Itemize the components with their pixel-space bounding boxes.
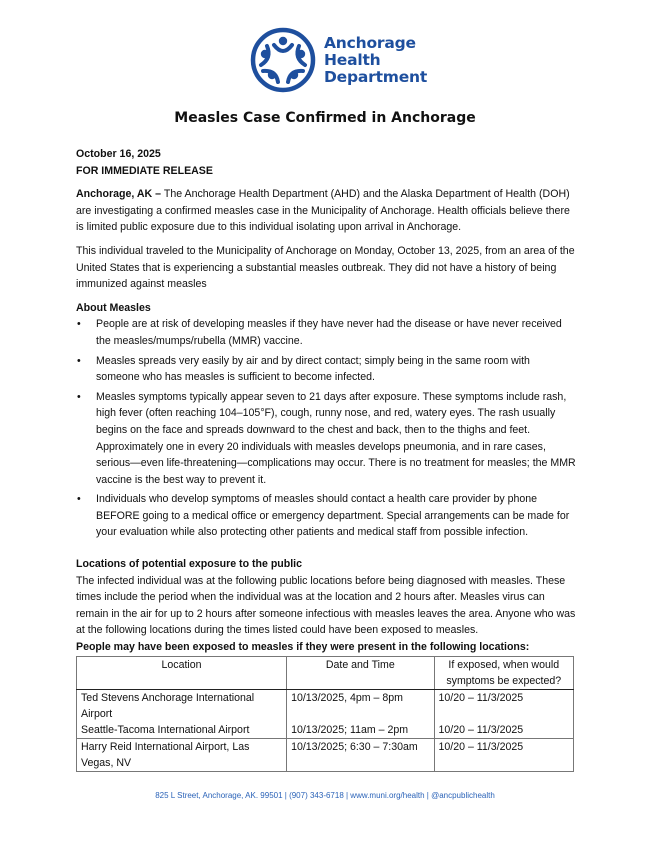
table-caption: People may have been exposed to measles if they were present in the following locations: [76, 641, 530, 654]
table-header-row [77, 656, 574, 689]
cell-symptoms [434, 689, 573, 738]
locations-heading: Locations of potential exposure to the public [76, 558, 303, 571]
list-item [76, 389, 576, 489]
table-row [77, 689, 574, 738]
department-logo [250, 27, 427, 93]
datetime-text: 10/13/2025, 4pm – 8pm [291, 691, 403, 704]
header-date-time: Date and Time [287, 656, 434, 689]
logo-wordmark [324, 35, 427, 86]
bullet-icon: • [77, 354, 81, 367]
list-item-text: Individuals who develop symptoms of measles should contact a health care provider by phone BEFORE going to a medical office or emergency department. Special arrangements can be made for your evaluation while also protecting other patients and medical staff from possible infection. [96, 493, 570, 539]
cell-location: Harry Reid International Airport, Las Vegas, NV [77, 738, 287, 771]
list-item-text: Measles symptoms typically appear seven to 21 days after exposure. These symptoms include rash, high fever (often reaching 104–105°F), cough, runny nose, and red, watery eyes. The rash usually begins on the face and spreads downward to the chest and back, then to the thighs and feet. Approximately one in every 20 individuals with measles develops pneumonia, and in rare cases, serious—even life-threatening—complications may occur. There is no treatment for measles; the MMR vaccine is the best way to prevent it. [96, 390, 576, 486]
location-text: Seattle-Tacoma International Airport [81, 723, 250, 736]
cell-date-time [287, 689, 434, 738]
locations-paragraph: The infected individual was at the following public locations before being diagnosed with measles. These times include the period when the individual was at the location and 2 hours after. Measles virus can remain in the air for up to 2 hours after someone infectious with measles leaves the area. Anyone who was at the following locations during the times listed could have been exposed to measles. [76, 574, 576, 637]
page-title: Measles Case Confirmed in Anchorage [174, 110, 476, 126]
bullet-icon: • [77, 493, 81, 506]
list-item [76, 353, 576, 386]
about-heading: About Measles [76, 301, 151, 314]
cell-location [77, 689, 287, 738]
intro-paragraph [76, 186, 576, 236]
dateline: Anchorage, AK [76, 188, 153, 201]
list-item-text: Measles spreads very easily by air and by direct contact; simply being in the same room with someone who has measles is sufficient to become infected. [96, 354, 530, 384]
people-circle-logo-icon [250, 27, 316, 93]
header-location: Location [77, 656, 287, 689]
dateline-dash: – [152, 188, 164, 201]
about-list [76, 316, 576, 541]
footer-contact: 825 L Street, Anchorage, AK. 99501 | (907) 343-6718 | www.muni.org/health | @ancpublichealth [155, 791, 495, 800]
list-item [76, 316, 576, 349]
logo-line-2: Health [324, 50, 381, 69]
table-row [77, 738, 574, 771]
intro-text: The Anchorage Health Department (AHD) and the Alaska Department of Health (DOH) are investigating a confirmed measles case in the Municipality of Anchorage. Health officials believe there is limited public exposure due to this individual isolating upon arrival in Anchorage. [76, 188, 570, 234]
travel-paragraph: This individual traveled to the Municipality of Anchorage on Monday, October 13, 2025, from an area of the United States that is experiencing a substantial measles outbreak. They did not have a history of being immunized against measles [76, 244, 575, 291]
exposure-table [76, 656, 574, 772]
bullet-icon: • [77, 318, 81, 331]
symptoms-text: 10/20 – 11/3/2025 [438, 691, 524, 704]
cell-symptoms: 10/20 – 11/3/2025 [434, 738, 573, 771]
datetime-text: 10/13/2025; 11am – 2pm [291, 723, 409, 736]
list-item [76, 491, 576, 541]
document-body [76, 146, 576, 772]
bullet-icon: • [77, 390, 81, 403]
logo-line-1: Anchorage [324, 33, 416, 52]
release-date: October 16, 2025 [76, 148, 161, 160]
release-label: FOR IMMEDIATE RELEASE [76, 164, 213, 177]
logo-line-3: Department [324, 67, 428, 86]
location-text: Ted Stevens Anchorage International Airport [81, 691, 255, 720]
cell-date-time: 10/13/2025; 6:30 – 7:30am [287, 738, 434, 771]
symptoms-text: 10/20 – 11/3/2025 [438, 723, 524, 736]
header-symptoms: If exposed, when would symptoms be expected? [434, 656, 573, 689]
list-item-text: People are at risk of developing measles if they have never had the disease or have never received the measles/mumps/rubella (MMR) vaccine. [96, 318, 562, 347]
